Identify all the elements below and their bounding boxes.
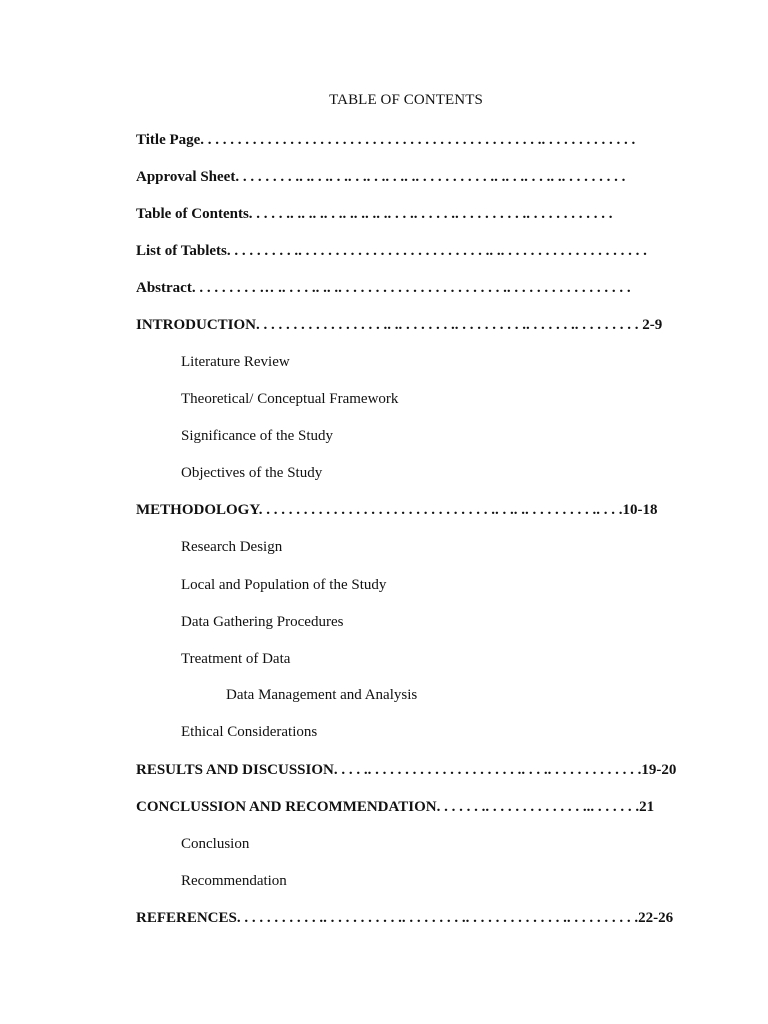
toc-subentry-theoretical-framework: Theoretical/ Conceptual Framework <box>181 391 399 407</box>
toc-subentry-conclusion: Conclusion <box>181 836 250 852</box>
toc-subentry-research-design: Research Design <box>181 539 283 555</box>
toc-subentry-data-management: Data Management and Analysis <box>226 687 418 703</box>
toc-entry-table-of-contents: Table of Contents. . . . . .. .. .. .. . .. .. .. .. .. . . .. . . . . .. . . . . . . . . .. . . . . . . . . . . . <box>136 206 613 222</box>
toc-entry-conclusion-recommendation: CONCLUSSION AND RECOMMENDATION. . . . . . .. . . . . . . . . . . . . ... . . . . . .21 <box>136 799 655 815</box>
toc-subentry-treatment-of-data: Treatment of Data <box>181 651 291 667</box>
toc-entry-title-page: Title Page. . . . . . . . . . . . . . . . . . . . . . . . . . . . . . . . . . . . . . . . . . . . . .. . . . . . . . . . . . . <box>136 132 636 148</box>
toc-subentry-objectives: Objectives of the Study <box>181 465 323 481</box>
toc-entry-introduction: INTRODUCTION. . . . . . . . . . . . . . . . . .. .. . . . . . . .. . . . . . . . . .. . . . . . .. . . . . . . . . 2-9 <box>136 317 663 333</box>
toc-subentry-ethical-considerations: Ethical Considerations <box>181 724 318 740</box>
toc-subentry-data-gathering: Data Gathering Procedures <box>181 614 344 630</box>
toc-entry-approval-sheet: Approval Sheet. . . . . . . . .. .. . .. . .. . .. . .. . .. .. . . . . . . . . . .. .. . .. . . .. .. . . . . . . . . <box>136 169 626 185</box>
toc-entry-results-discussion: RESULTS AND DISCUSSION. . . . .. . . . . . . . . . . . . . . . . . . . .. . . .. . . . . . . . . . . . .19-20 <box>136 762 677 778</box>
toc-entry-methodology: METHODOLOGY. . . . . . . . . . . . . . . . . . . . . . . . . . . . . . . .. . .. .. . . . . . . . . .. . . .10-18 <box>136 502 658 518</box>
toc-title: TABLE OF CONTENTS <box>329 92 483 108</box>
toc-entry-list-of-tables: List of Tablets. . . . . . . . . .. . . . . . . . . . . . . . . . . . . . . . . . . .. .. . . . . . . . . . . . . . . . . . . . <box>136 243 647 259</box>
toc-subentry-significance: Significance of the Study <box>181 428 334 444</box>
toc-subentry-literature-review: Literature Review <box>181 354 290 370</box>
toc-entry-references: REFERENCES. . . . . . . . . . . .. . . . . . . . . . .. . . . . . . . .. . . . . . . . . . . . . .. . . . . . . . . .22-26 <box>136 910 674 926</box>
toc-subentry-local-population: Local and Population of the Study <box>181 577 387 593</box>
toc-subentry-recommendation: Recommendation <box>181 873 287 889</box>
toc-entry-abstract: Abstract. . . . . . . . . … .. . . . .. .. .. . . . . . . . . . . . . . . . . . . . . . .. . . . . . . . . . . . . . . . . <box>136 280 631 296</box>
